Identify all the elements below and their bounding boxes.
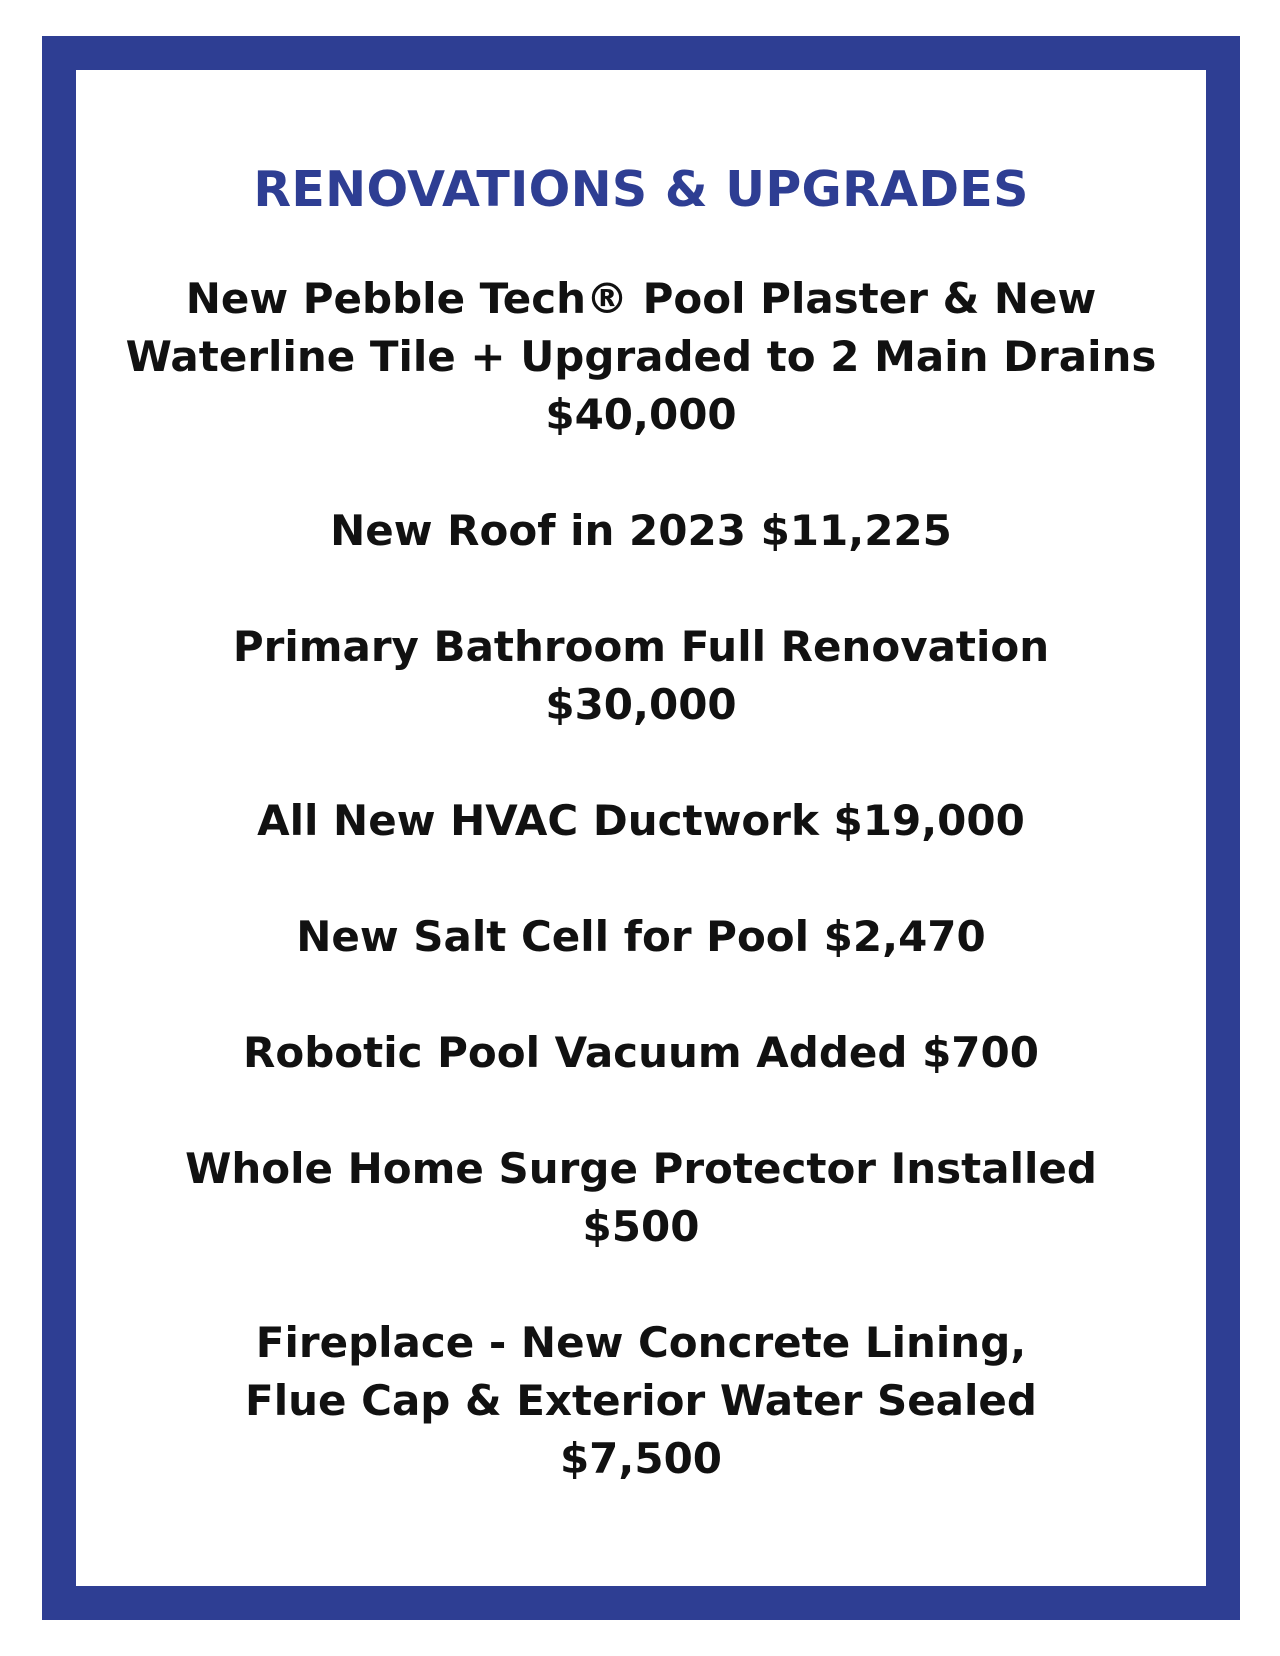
upgrade-item-bathroom (76, 618, 1206, 734)
item-price: $7,500 (559, 1434, 723, 1483)
upgrade-item-roof (76, 502, 1206, 560)
item-price: $30,000 (545, 680, 737, 729)
item-line: Fireplace - New Concrete Lining, (255, 1318, 1027, 1367)
upgrade-item-salt-cell (76, 908, 1206, 966)
item-line: All New HVAC Ductwork $19,000 (257, 796, 1025, 845)
item-price: $40,000 (545, 390, 737, 439)
upgrade-item-hvac (76, 792, 1206, 850)
item-line: Primary Bathroom Full Renovation (232, 622, 1050, 671)
upgrade-item-pool-plaster (76, 270, 1206, 444)
content-area (76, 158, 1206, 1546)
upgrade-list (76, 270, 1206, 1488)
item-line: New Roof in 2023 $11,225 (330, 506, 952, 555)
page-title: RENOVATIONS & UPGRADES (253, 161, 1029, 218)
upgrade-item-fireplace (76, 1314, 1206, 1488)
item-line: Waterline Tile + Upgraded to 2 Main Drains (125, 332, 1157, 381)
item-line: New Pebble Tech® Pool Plaster & New (185, 274, 1097, 323)
item-line: Flue Cap & Exterior Water Sealed (245, 1376, 1037, 1425)
item-price: $500 (582, 1202, 700, 1251)
upgrade-item-pool-vacuum (76, 1024, 1206, 1082)
item-line: New Salt Cell for Pool $2,470 (296, 912, 986, 961)
upgrade-item-surge-protector (76, 1140, 1206, 1256)
document-frame (42, 36, 1240, 1620)
item-line: Whole Home Surge Protector Installed (185, 1144, 1097, 1193)
item-line: Robotic Pool Vacuum Added $700 (243, 1028, 1039, 1077)
